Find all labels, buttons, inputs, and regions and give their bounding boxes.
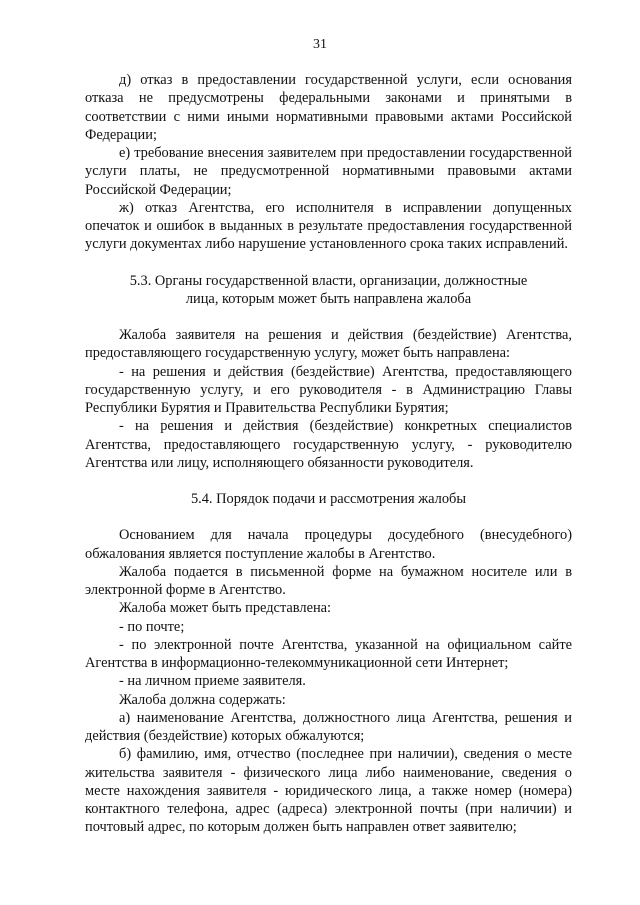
paragraph-zh: ж) отказ Агентства, его исполнителя в исправлении допущенных опечаток и ошибок в выданных в результате предоставления государственной услуги документах либо нарушение установленного срока таких исправлений. (85, 199, 572, 253)
section-5-4-heading: 5.4. Порядок подачи и рассмотрения жалобы (190, 491, 467, 507)
paragraph-5-4-b: б) фамилию, имя, отчество (последнее при наличии), сведения о месте жительства заявителя - физического лица либо наименование, сведения о месте нахождения заявителя - юридического лица, а также номер (номера) контактного телефона, адрес (адреса) электронной почты (при наличии) и почтовый адрес, по которым должен быть направлен ответ заявителю; (85, 746, 572, 836)
paragraph-5-3-item2: - на решения и действия (бездействие) конкретных специалистов Агентства, предоставляющего государственную услугу, - руководителю Агентства или лицу, исполняющего обязанности руководителя. (85, 418, 572, 471)
paragraph-5-3-item1: - на решения и действия (бездействие) Агентства, предоставляющего государственную услугу, и его руководителя - в Администрацию Главы Республики Бурятия и Правительства Республики Бурятия; (85, 363, 572, 416)
paragraph-5-4-may-be: Жалоба может быть представлена: (119, 600, 332, 617)
paragraph-5-3-intro: Жалоба заявителя на решения и действия (бездействие) Агентства, предоставляющего государственную услугу, может быть направлена: (85, 327, 572, 362)
document-body (85, 71, 572, 837)
paragraph-5-4-form: Жалоба подается в письменной форме на бумажном носителе или в электронной форме в Агентство. (85, 563, 572, 598)
page-number: 31 (313, 37, 327, 52)
paragraph-5-4-must-contain: Жалоба должна содержать: (119, 691, 286, 708)
paragraph-5-4-by-email: - по электронной почте Агентства, указанной на официальном сайте Агентства в информационно-телекоммуникационной сети Интернет; (85, 636, 572, 671)
section-5-3-heading-line1: 5.3. Органы государственной власти, организации, должностные (129, 272, 528, 289)
paragraph-5-4-a: а) наименование Агентства, должностного лица Агентства, решения и действия (бездействие) которых обжалуются; (85, 709, 572, 744)
section-5-3-heading-line2: лица, которым может быть направлена жалоба (185, 290, 472, 307)
paragraph-e: е) требование внесения заявителем при предоставлении государственной услуги платы, не предусмотренной нормативными правовыми актами Российской Федерации; (85, 145, 572, 198)
paragraph-5-4-basis: Основанием для начала процедуры досудебного (внесудебного) обжалования является поступление жалобы в Агентство. (85, 527, 572, 562)
paragraph-5-4-in-person: - на личном приеме заявителя. (119, 673, 306, 690)
paragraph-5-4-by-mail: - по почте; (119, 618, 185, 635)
paragraph-d: д) отказ в предоставлении государственной услуги, если основания отказа не предусмотрены федеральными законами и принятыми в соответствии с ними иными нормативными правовыми актами Российской Федерации; (85, 72, 572, 143)
